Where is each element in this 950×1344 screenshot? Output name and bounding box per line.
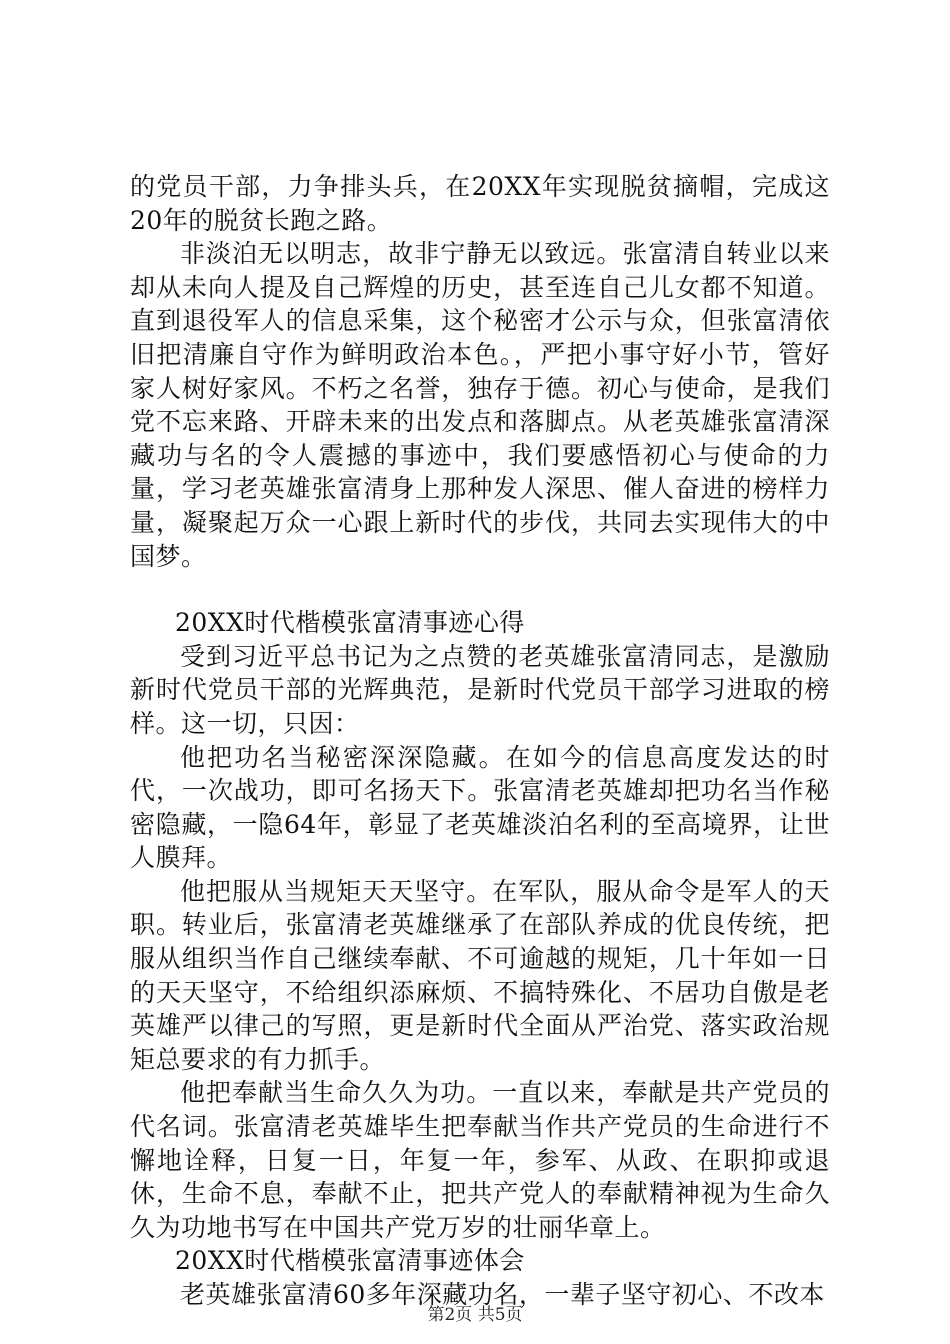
document-body (130, 170, 830, 1312)
paragraph-1: 的党员干部，力争排头兵，在20XX年实现脱贫摘帽，完成这20年的脱贫长跑之路。 (130, 172, 830, 235)
page-number-footer: 第2页 共5页 (427, 1305, 523, 1325)
section-heading-1: 20XX时代楷模张富清事迹心得 (175, 608, 525, 638)
paragraph-spacer (130, 573, 830, 606)
paragraph-4: 他把功名当秘密深深隐藏。在如今的信息高度发达的时代，一次战功，即可名扬天下。张富清老英雄却把功名当作秘密隐藏，一隐64年，彰显了老英雄淡泊名利的至高境界，让世人膜拜。 (130, 742, 830, 873)
paragraph-3: 受到习近平总书记为之点赞的老英雄张富清同志，是激励新时代党员干部的光辉典范，是新时代党员干部学习进取的榜样。这一切，只因： (130, 641, 830, 738)
paragraph-2: 非淡泊无以明志，故非宁静无以致远。张富清自转业以来却从未向人提及自己辉煌的历史，甚至连自己儿女都不知道。直到退役军人的信息采集，这个秘密才公示与众，但张富清依旧把清廉自守作为鲜明政治本色。，严把小事守好小节，管好家人树好家风。不朽之名誉，独存于德。初心与使命，是我们党不忘来路、开辟未来的出发点和落脚点。从老英雄张富清深藏功与名的令人震撼的事迹中，我们要感悟初心与使命的力量，学习老英雄张富清身上那种发人深思、催人奋进的榜样力量，凝聚起万众一心跟上新时代的步伐，共同去实现伟大的中国梦。 (130, 239, 830, 571)
paragraph-7: 老英雄张富清60多年深藏功名，一辈子坚守初心、不改本 (180, 1280, 825, 1309)
section-heading-2: 20XX时代楷模张富清事迹体会 (175, 1246, 525, 1276)
paragraph-6: 他把奉献当生命久久为功。一直以来，奉献是共产党员的代名词。张富清老英雄毕生把奉献当作共产党员的生命进行不懈地诠释，日复一日，年复一年，参军、从政、在职抑或退休，生命不息，奉献不止，把共产党人的奉献精神视为生命久久为功地书写在中国共产党万岁的壮丽华章上。 (130, 1078, 830, 1242)
paragraph-5: 他把服从当规矩天天坚守。在军队，服从命令是军人的天职。转业后，张富清老英雄继承了在部队养成的优良传统，把服从组织当作自己继续奉献、不可逾越的规矩，几十年如一日的天天坚守，不给组织添麻烦、不搞特殊化、不居功自傲是老英雄严以律己的写照，更是新时代全面从严治党、落实政治规矩总要求的有力抓手。 (130, 876, 830, 1074)
